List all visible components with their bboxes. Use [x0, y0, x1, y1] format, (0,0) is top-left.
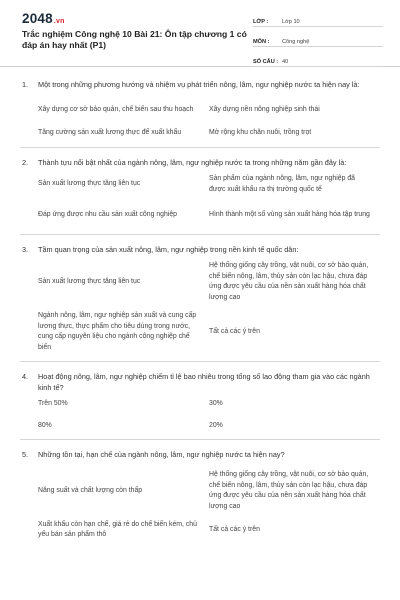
answer-option[interactable]: Hình thành một số vùng sản xuất hàng hóa tập trung: [209, 211, 370, 219]
answer-option[interactable]: Trên 50%: [38, 399, 68, 407]
question-number: 2.: [22, 158, 29, 167]
answer-option[interactable]: Xây dựng cơ sở bảo quản, chế biến sau thu hoạch: [38, 106, 194, 114]
answer-option[interactable]: Tăng cường sản xuất lương thực để xuất khẩu: [38, 128, 182, 136]
answer-option[interactable]: Xây dựng nền nông nghiệp sinh thái: [209, 106, 320, 114]
answer-option[interactable]: Sản xuất lương thực tăng liên tục: [38, 277, 141, 285]
meta-grade: [253, 11, 383, 27]
answer-option[interactable]: Mở rộng khu chăn nuôi, trồng trọt: [209, 128, 312, 136]
answer-options: [38, 260, 380, 354]
logo-tld: .vn: [53, 18, 65, 25]
question-list: [0, 79, 400, 541]
question-4: [22, 371, 380, 432]
meta-value: 40: [282, 59, 289, 65]
meta-label: MÔN :: [253, 39, 270, 45]
answer-option[interactable]: Hệ thống giống cây trồng, vật nuôi, cơ sở bảo quản, chế biến nông, lâm, thủy sản còn lạc hậu, chưa đáp ứng được yêu cầu của nền sản xuất hàng hóa chất lượng cao: [209, 262, 369, 301]
answer-option[interactable]: Hệ thống giống cây trồng, vật nuôi, cơ sở bảo quản, chế biến nông, lâm, thủy sản còn lạc hậu, chưa đáp ứng được yêu cầu của nền sản xuất hàng hóa chất lượng cao: [209, 471, 369, 510]
answer-option[interactable]: Sản xuất lương thực tăng liên tục: [38, 180, 141, 188]
divider: [20, 439, 380, 440]
question-text: Những tồn tại, hạn chế của ngành nông, lâm, ngư nghiệp nước ta hiện nay?: [38, 450, 285, 459]
answer-option[interactable]: Tất cả các ý trên: [209, 525, 260, 533]
answer-option[interactable]: 20%: [209, 421, 223, 429]
site-logo[interactable]: [22, 11, 65, 26]
answer-option[interactable]: Xuất khẩu còn hạn chế, giá rẻ do chế biến kém, chủ yếu bán sản phẩm thô: [38, 520, 197, 538]
answer-option[interactable]: Tất cả các ý trên: [209, 327, 260, 335]
question-5: [22, 449, 380, 541]
meta-question-count: [253, 51, 383, 67]
question-text: Tầm quan trọng của sản xuất nông, lâm, ngư nghiệp trong nền kinh tế quốc dân:: [38, 245, 299, 254]
question-3: [22, 244, 380, 354]
answer-options: [38, 469, 380, 541]
question-text: Một trong những phương hướng và nhiệm vụ phát triển nông, lâm, ngư nghiệp nước ta hiện nay là:: [38, 80, 360, 89]
question-number: 4.: [22, 372, 29, 381]
meta-value: Lớp 10: [282, 19, 300, 25]
divider: [20, 234, 380, 235]
answer-option[interactable]: Sản phẩm của ngành nông, lâm, ngư nghiệp đã được xuất khẩu ra thị trường quốc tế: [209, 175, 355, 193]
answer-option[interactable]: 30%: [209, 399, 223, 407]
meta-label: SỐ CÂU :: [253, 59, 279, 65]
question-number: 5.: [22, 450, 29, 459]
answer-options: [38, 99, 380, 140]
question-number: 3.: [22, 245, 29, 254]
meta-label: LỚP :: [253, 19, 269, 25]
answer-option[interactable]: Năng suất và chất lượng còn thấp: [38, 486, 143, 494]
logo-main: 2048: [22, 11, 53, 26]
page-title: Trắc nghiệm Công nghệ 10 Bài 21: Ôn tập chương 1 có đáp án hay nhất (P1): [22, 29, 247, 50]
question-text: Hoạt động nông, lâm, ngư nghiệp chiếm tỉ lệ bao nhiêu trong tổng số lao động tham gia vào các ngành kinh tế?: [38, 372, 370, 392]
answer-options: [38, 398, 380, 432]
question-1: [22, 79, 380, 140]
answer-option[interactable]: Ngành nông, lâm, ngư nghiệp sản xuất và cung cấp lương thực, thực phẩm cho tiêu dùng trong nước, cung cấp nguyên liệu cho ngành công nghiệp chế biến: [38, 312, 197, 351]
quiz-meta: [253, 11, 383, 71]
divider: [20, 361, 380, 362]
question-number: 1.: [22, 80, 29, 89]
meta-subject: [253, 31, 383, 47]
divider: [20, 147, 380, 148]
question-2: [22, 157, 380, 227]
answer-option[interactable]: 80%: [38, 421, 52, 429]
meta-value: Công nghệ: [282, 39, 310, 45]
question-text: Thành tựu nổi bật nhất của ngành nông, lâm, ngư nghiệp nước ta trong những năm gần đây là:: [38, 158, 347, 167]
answer-options: [38, 173, 380, 227]
page-header: [0, 0, 400, 67]
answer-option[interactable]: Đáp ứng được nhu cầu sản xuất công nghiệp: [38, 211, 178, 219]
